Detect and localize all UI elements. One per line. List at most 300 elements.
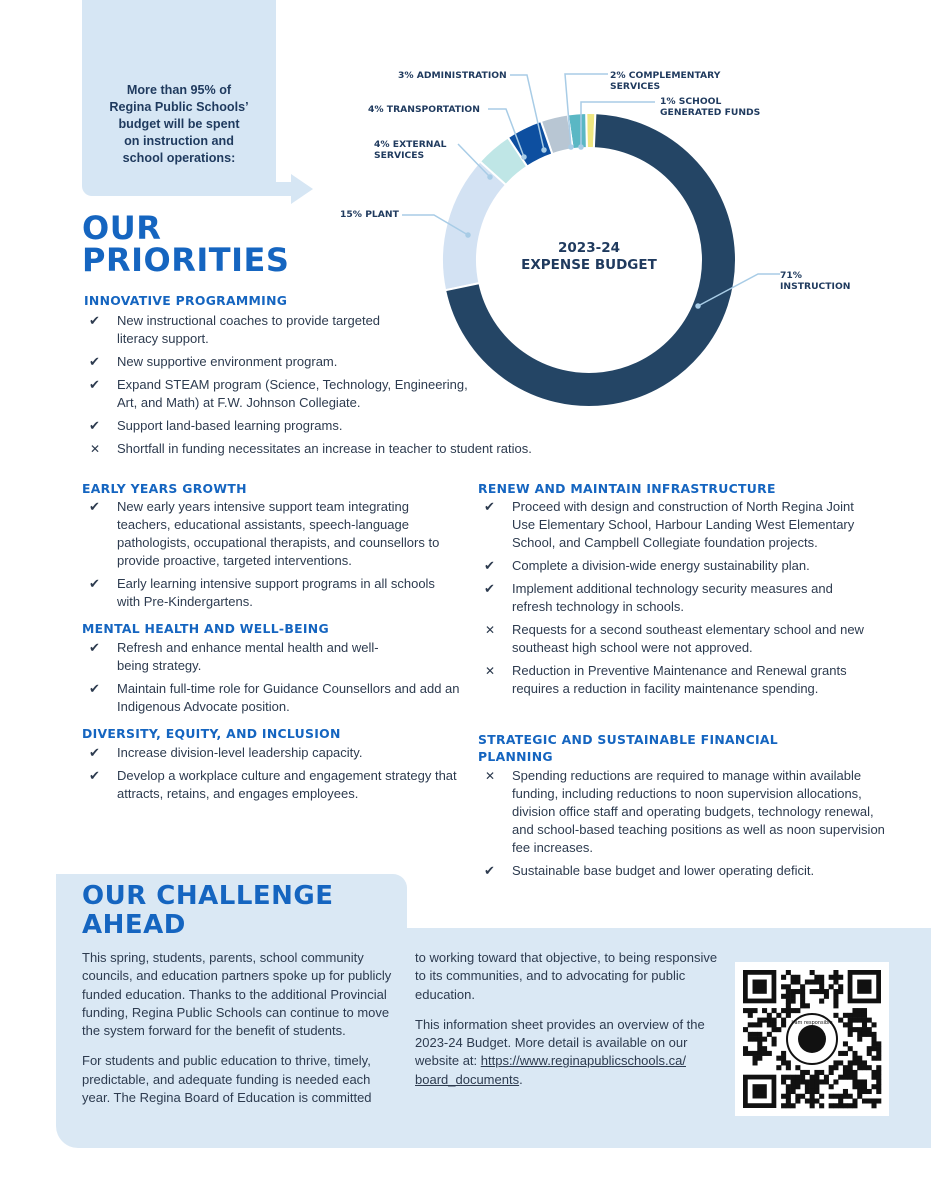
paragraph [415,1016,725,1089]
qr-module [876,1065,881,1070]
leader-dot-plant [466,233,470,237]
qr-module [805,1098,810,1103]
check-icon: ✔ [89,681,100,696]
qr-module [805,1084,810,1089]
qr-module [833,999,838,1004]
qr-module [781,1022,786,1027]
qr-module [800,989,805,994]
qr-module [753,1037,758,1042]
paragraph-text: This information sheet provides an overview of the 2023-24 Budget. More detail is available on our website at: [415,1016,705,1069]
qr-module [810,1079,815,1084]
leader-dot-transportation [522,155,526,159]
qr-module [800,984,805,989]
qr-module [776,1027,781,1032]
qr-module [753,1008,758,1013]
qr-module [757,1022,762,1027]
qr-module [871,1070,876,1075]
qr-module [867,1027,872,1032]
qr-module [757,1051,762,1056]
qr-module [867,1089,872,1094]
qr-module [833,989,838,994]
punctuation: . [519,1071,523,1087]
check-icon: ✔ [89,313,100,328]
qr-module [833,1065,838,1070]
qr-module [848,1070,853,1075]
qr-module [805,1003,810,1008]
x-icon: ✕ [485,769,496,783]
arrow-right-icon [255,172,315,206]
qr-module [795,1075,800,1080]
qr-module [867,1032,872,1037]
check-icon: ✔ [89,377,100,392]
qr-module [871,1103,876,1108]
check-icon: ✔ [484,581,495,596]
challenge-title [82,882,334,940]
leader-dot-complementary [569,145,573,149]
qr-module [852,1051,857,1056]
qr-module [757,1041,762,1046]
chart-label-external-services [374,139,446,161]
qr-module [748,1032,753,1037]
qr-module [848,1027,853,1032]
qr-module [848,1032,853,1037]
title-line: AHEAD [82,910,186,940]
qr-module [814,1075,819,1080]
qr-module [795,1084,800,1089]
qr-module [848,1075,853,1080]
qr-module [876,1070,881,1075]
qr-module [824,994,829,999]
check-icon: ✔ [89,499,100,514]
qr-module [876,1089,881,1094]
list-item-text: Increase division-level leadership capacity. [117,745,363,760]
qr-module [838,989,843,994]
qr-module [772,1041,777,1046]
qr-module [757,1032,762,1037]
qr-module [857,1089,862,1094]
qr-module [781,1051,786,1056]
qr-module [786,994,791,999]
qr-module [852,1075,857,1080]
qr-module [862,1008,867,1013]
qr-module [857,1060,862,1065]
data-label: 4% EXTERNAL [374,139,447,150]
qr-module [795,1098,800,1103]
qr-finder [753,1084,767,1098]
qr-module [772,1027,777,1032]
qr-module [867,1098,872,1103]
qr-module [748,1022,753,1027]
qr-module [757,1046,762,1051]
check-icon: ✔ [89,576,100,591]
list-item-text: Reduction in Preventive Maintenance and Renewal grants requires a reduction in facility maintenance spending. [512,663,847,696]
qr-module [795,1094,800,1099]
qr-module [748,1051,753,1056]
qr-module [781,994,786,999]
qr-module [838,1060,843,1065]
qr-module [862,1089,867,1094]
qr-module [810,1089,815,1094]
qr-module [810,1103,815,1108]
qr-module [862,1032,867,1037]
list-item-text: New instructional coaches to provide targeted literacy support. [117,313,381,346]
qr-module [795,1079,800,1084]
qr-module [829,1094,834,1099]
qr-module [791,980,796,985]
callout-line: Regina Public Schools’ [109,100,249,114]
qr-module [852,1056,857,1061]
qr-module [862,1079,867,1084]
x-icon: ✕ [90,442,101,456]
qr-module [810,1094,815,1099]
leader-dot-administration [542,148,546,152]
qr-module [829,1065,834,1070]
list-item-text: Shortfall in funding necessitates an increase in teacher to student ratios. [117,441,532,456]
qr-module [843,1022,848,1027]
qr-module [786,1013,791,1018]
paragraph: This spring, students, parents, school community councils, and education partners spoke up for publicly funded education. Thanks to the additional Provincial funding, Regina Public Schools can continue to move the system forward for the benefit of students. [82,950,392,1039]
qr-module [786,1094,791,1099]
qr-module [800,1003,805,1008]
qr-module [781,1075,786,1080]
qr-module [829,1084,834,1089]
qr-module [814,1084,819,1089]
list-item [477,580,867,616]
qr-module [862,1060,867,1065]
qr-module [848,1022,853,1027]
qr-module [871,1041,876,1046]
qr-module [852,1098,857,1103]
qr-module [781,1056,786,1061]
qr-module [781,1060,786,1065]
qr-module [843,1103,848,1108]
qr-module [848,1060,853,1065]
qr-module [762,1046,767,1051]
qr-module [753,1051,758,1056]
qr-module [805,980,810,985]
qr-module [848,1013,853,1018]
qr-module [762,1037,767,1042]
qr-module [772,1037,777,1042]
qr-module [772,1022,777,1027]
qr-module [838,1018,843,1023]
qr-module [843,1075,848,1080]
qr-module [871,1056,876,1061]
list-item-text: Maintain full-time role for Guidance Counsellors and add an Indigenous Advocate position. [117,681,460,714]
qr-module [838,984,843,989]
qr-module [871,1022,876,1027]
qr-module [753,1022,758,1027]
qr-module [876,1051,881,1056]
qr-module [748,1013,753,1018]
chart-label-complementary [610,70,720,92]
qr-module [781,1103,786,1108]
title-line: PRIORITIES [82,241,290,279]
qr-module [862,1084,867,1089]
qr-module [753,1056,758,1061]
qr-module [843,1065,848,1070]
challenge-column-left [82,949,392,1107]
qr-module [838,1051,843,1056]
data-label: GENERATED FUNDS [660,107,761,118]
qr-module [848,1018,853,1023]
page-title [82,209,290,279]
qr-module [819,980,824,985]
qr-module [857,1032,862,1037]
bullet-list [82,498,457,616]
qr-module [748,1037,753,1042]
qr-module [786,1003,791,1008]
qr-module [753,1060,758,1065]
qr-module [843,1094,848,1099]
qr-module [833,970,838,975]
qr-module [776,1056,781,1061]
qr-module [795,989,800,994]
qr-module [814,1089,819,1094]
qr-module [838,975,843,980]
qr-module [876,1098,881,1103]
qr-module [867,1051,872,1056]
qr-module [833,980,838,985]
qr-module [781,1079,786,1084]
chart-label-school-funds [660,96,760,118]
list-item-text: Support land-based learning programs. [117,418,343,433]
qr-module [833,1060,838,1065]
qr-module [805,1070,810,1075]
qr-module [805,1079,810,1084]
list-item [477,621,897,657]
leader-dot-instruction [696,304,700,308]
qr-module [810,1098,815,1103]
list-item-text: Complete a division-wide energy sustainability plan. [512,558,810,573]
qr-module [819,1070,824,1075]
list-item-text: Expand STEAM program (Science, Technology, Engineering, Art, and Math) at F.W. Johnson Collegiate. [117,377,468,410]
qr-module [786,1103,791,1108]
list-item-text: Develop a workplace culture and engagement strategy that attracts, retains, and engages employees. [117,768,457,801]
callout-line: school operations: [122,151,236,165]
qr-module [795,1008,800,1013]
chart-label-instruction [780,270,850,292]
qr-module [776,1013,781,1018]
qr-module [843,1089,848,1094]
qr-module [857,1037,862,1042]
website-link[interactable]: https://www.reginapublicschools.ca/ [480,1053,686,1069]
callout-text [82,82,276,167]
qr-module [781,1094,786,1099]
check-icon: ✔ [484,863,495,878]
check-icon: ✔ [89,354,100,369]
leader-dot-external [488,175,492,179]
qr-module [762,1018,767,1023]
qr-module [862,1098,867,1103]
qr-module [781,975,786,980]
section-heading: EARLY YEARS GROWTH [82,481,247,496]
check-icon: ✔ [89,768,100,783]
data-label: SERVICES [374,150,425,161]
data-label: 1% SCHOOL [660,96,722,107]
data-label: INSTRUCTION [780,281,851,292]
qr-module [862,1022,867,1027]
qr-module [852,1013,857,1018]
qr-module [800,999,805,1004]
qr-module [824,1075,829,1080]
qr-module [857,1018,862,1023]
chart-center-subtitle: EXPENSE BUDGET [521,257,657,273]
qr-module [857,1094,862,1099]
qr-module [852,1008,857,1013]
qr-module [838,1098,843,1103]
qr-module [814,975,819,980]
qr-module [876,1041,881,1046]
qr-module [767,1022,772,1027]
qr-module [762,1008,767,1013]
bullet-list [477,767,885,885]
callout-line: budget will be spent [118,117,240,131]
qr-module [786,1075,791,1080]
qr-module [829,1103,834,1108]
check-icon: ✔ [89,745,100,760]
section-heading: DIVERSITY, EQUITY, AND INCLUSION [82,726,341,741]
qr-module [767,1013,772,1018]
qr-module [838,1075,843,1080]
qr-module [824,989,829,994]
qr-module [795,980,800,985]
qr-module [800,1075,805,1080]
list-item [82,440,562,458]
qr-module [795,1065,800,1070]
qr-module [871,1098,876,1103]
qr-module [848,1094,853,1099]
website-link-continued[interactable]: board_documents [415,1071,520,1087]
check-icon: ✔ [89,418,100,433]
qr-module [786,1065,791,1070]
qr-module [781,1018,786,1023]
qr-module [852,1070,857,1075]
qr-module [838,1103,843,1108]
qr-module [829,984,834,989]
qr-module [867,1065,872,1070]
qr-module [791,1084,796,1089]
qr-module [852,1084,857,1089]
list-item-text: Early learning intensive support programs in all schools with Pre-Kindergartens. [117,576,435,609]
qr-module [786,989,791,994]
qr-module [772,1018,777,1023]
qr-module [791,999,796,1004]
qr-module [852,1027,857,1032]
qr-logo-center [798,1025,826,1053]
qr-module [819,975,824,980]
data-label: SERVICES [610,81,661,92]
qr-module [862,1027,867,1032]
qr-module [791,1079,796,1084]
qr-module [833,994,838,999]
qr-module [753,1032,758,1037]
qr-module [819,984,824,989]
list-item-text: Sustainable base budget and lower operating deficit. [512,863,815,878]
list-item-text: Requests for a second southeast elementary school and new southeast high school were not approved. [512,622,864,655]
qr-module [786,1060,791,1065]
qr-module [819,1079,824,1084]
qr-finder [753,980,767,994]
list-item-text: Proceed with design and construction of North Regina Joint Use Elementary School, Harbour Landing West Elementary School, and Campbell Collegiate foundation projects. [512,499,855,550]
qr-module [852,1018,857,1023]
paragraph: For students and public education to thrive, timely, predictable, and adequate funding is needed each year. The Regina Board of Education is committed [82,1053,372,1106]
qr-module [791,994,796,999]
bullet-list [82,744,457,808]
qr-module [810,970,815,975]
qr-logo-text: I am responsible [791,1020,833,1026]
qr-module [876,1075,881,1080]
qr-module [833,1079,838,1084]
qr-module [791,975,796,980]
list-item-text: Spending reductions are required to manage within available funding, including reductions to noon supervision allocations, division office staff and operating budgets, technology renewal, and school-based teaching positions as well as noon supervision fee increases. [512,768,885,855]
qr-module [795,975,800,980]
qr-module [791,1008,796,1013]
qr-module [810,980,815,985]
qr-module [757,1018,762,1023]
list-item [82,575,447,611]
list-item [477,862,867,880]
list-item [82,639,397,675]
list-item [82,680,467,716]
qr-module [862,1018,867,1023]
bullet-list [82,639,467,721]
challenge-column-right [415,949,725,1089]
qr-module [748,1008,753,1013]
qr-module [824,1079,829,1084]
qr-module [800,1079,805,1084]
data-label: 71% [780,270,802,281]
qr-module [767,1032,772,1037]
qr-module [833,1094,838,1099]
qr-module [838,1094,843,1099]
list-item [477,662,867,698]
heading-line: STRATEGIC AND SUSTAINABLE FINANCIAL [478,732,778,747]
chart-label-administration: 3% ADMINISTRATION [398,70,507,81]
qr-module [857,1079,862,1084]
qr-module [791,1075,796,1080]
data-label: 2% COMPLEMENTARY [610,70,721,81]
qr-module [819,999,824,1004]
qr-module [871,1037,876,1042]
qr-module [829,975,834,980]
qr-module [852,1103,857,1108]
qr-module [800,1070,805,1075]
qr-module [805,1089,810,1094]
bullet-list [477,498,867,703]
check-icon: ✔ [89,640,100,655]
qr-module [814,980,819,985]
qr-module [786,999,791,1004]
qr-module [833,1013,838,1018]
qr-module [786,984,791,989]
qr-module [843,1070,848,1075]
qr-module [814,1079,819,1084]
paragraph: to working toward that objective, to being responsive to its communities, and to advocating for public education. [415,950,718,1002]
qr-module [876,1079,881,1084]
qr-module [852,1079,857,1084]
list-item-text: New supportive environment program. [117,354,338,369]
list-item-text: New early years intensive support team integrating teachers, educational assistants, speech-language pathologists, occupational therapists, and counsellors to provide proactive, targeted interventions. [117,499,440,568]
qr-module [857,1008,862,1013]
qr-module [876,1056,881,1061]
qr-module [871,1046,876,1051]
qr-module [762,1051,767,1056]
check-icon: ✔ [484,499,495,514]
title-line: OUR [82,209,162,247]
qr-module [867,1018,872,1023]
section-heading: INNOVATIVE PROGRAMMING [84,293,288,308]
